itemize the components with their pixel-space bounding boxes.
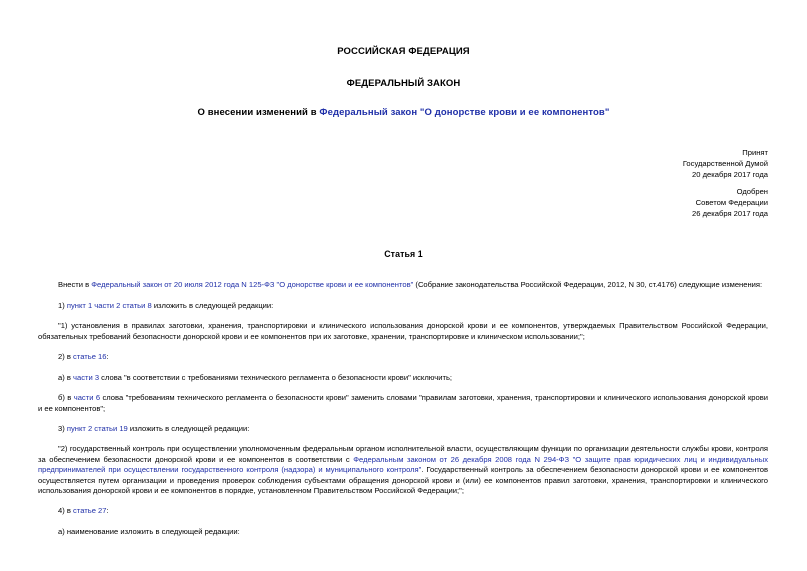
article-heading: Статья 1 — [384, 249, 423, 259]
law-title-prefix: О внесении изменений в — [197, 107, 320, 118]
approved-by: Советом Федерации — [695, 198, 768, 207]
item-1: 1) пункт 1 части 2 статьи 8 изложить в следующей редакции: — [58, 301, 274, 310]
approved-date: 26 декабря 2017 года — [692, 209, 768, 218]
item-1-quote: "1) установления в правилах заготовки, хранения, транспортировки и клинического использования донорской крови и ее компонентов, утверждаемых Правительством Российской Федерации, обязательных требований безопасности донорской крови и ее компонентов при их заготовке, хранении, транспортировке и клиническом использовании;"; — [38, 321, 768, 341]
law-title — [0, 107, 807, 118]
item-2b: б) в части 6 слова "требованиям технического регламента о безопасности крови" заменить словами "правилам заготовки, хранения, транспортировки и клинического использования донорской крови и ее компонентов"; — [38, 393, 768, 413]
approved-label: Одобрен — [736, 187, 768, 196]
accepted-label: Принят — [742, 148, 768, 157]
item-3-quote: "2) государственный контроль при осуществлении уполномоченным федеральным органом исполнительной власти, осуществляющим функции по организации деятельности службы крови, контроля за обеспечением безопасности донорской крови и ее компонентов в соответствии с Федеральным законом от 26 декабря 2008 года N 294-ФЗ "О защите прав юридических лиц и индивидуальных предпринимателей при осуществлении государственного контроля (надзора) и муниципального контроля". Государственный контроль за обеспечением безопасности донорской крови и ее компонентов осуществляется путем организации и проведения проверок соблюдения субъектами обращения донорской крови и (или) ее компонентов правил заготовки, хранения, транспортировки и клинического использования донорской крови и ее компонентов в порядке, установленном Правительством Российской Федерации;"; — [38, 444, 768, 495]
law-type-heading: ФЕДЕРАЛЬНЫЙ ЗАКОН — [346, 78, 461, 89]
accepted-date: 20 декабря 2017 года — [692, 170, 768, 179]
item-1-link[interactable]: пункт 1 части 2 статьи 8 — [66, 301, 152, 310]
law-294fz-link[interactable]: Федеральным законом от 26 декабря 2008 года N 294-ФЗ "О защите прав юридических лиц и индивидуальных предпринимателей при осуществлении государственного контроля (надзора) и муниципального контроля" — [38, 454, 768, 474]
item-3: 3) пункт 2 статьи 19 изложить в следующей редакции: — [58, 424, 250, 433]
law-125fz-link[interactable]: Федеральный закон от 20 июля 2012 года N 125-ФЗ "О донорстве крови и ее компонентов" — [91, 280, 414, 289]
item-4-link[interactable]: статье 27 — [73, 506, 107, 515]
item-4: 4) в статье 27: — [58, 506, 109, 515]
item-4a: а) наименование изложить в следующей редакции: — [58, 527, 240, 536]
adoption-block-federation-council — [692, 186, 768, 219]
item-3-link[interactable]: пункт 2 статьи 19 — [66, 424, 128, 433]
accepted-by: Государственной Думой — [682, 159, 768, 168]
article-intro: Внести в Федеральный закон от 20 июля 2012 года N 125-ФЗ "О донорстве крови и ее компонентов" (Собрание законодательства Российской Федерации, 2012, N 30, ст.4176) следующие изменения: — [58, 280, 763, 289]
item-2a-link[interactable]: части 3 — [73, 373, 100, 382]
adoption-block-duma — [683, 147, 768, 180]
item-2b-link[interactable]: части 6 — [73, 393, 101, 402]
item-2a: а) в части 3 слова "в соответствии с требованиями технического регламента о безопасности крови" исключить; — [58, 373, 453, 382]
item-2-link[interactable]: статье 16 — [73, 352, 107, 361]
country-heading: РОССИЙСКАЯ ФЕДЕРАЦИЯ — [337, 46, 470, 57]
item-2: 2) в статье 16: — [58, 352, 109, 361]
law-title-link[interactable]: Федеральный закон "О донорстве крови и ее компонентов" — [319, 107, 610, 118]
